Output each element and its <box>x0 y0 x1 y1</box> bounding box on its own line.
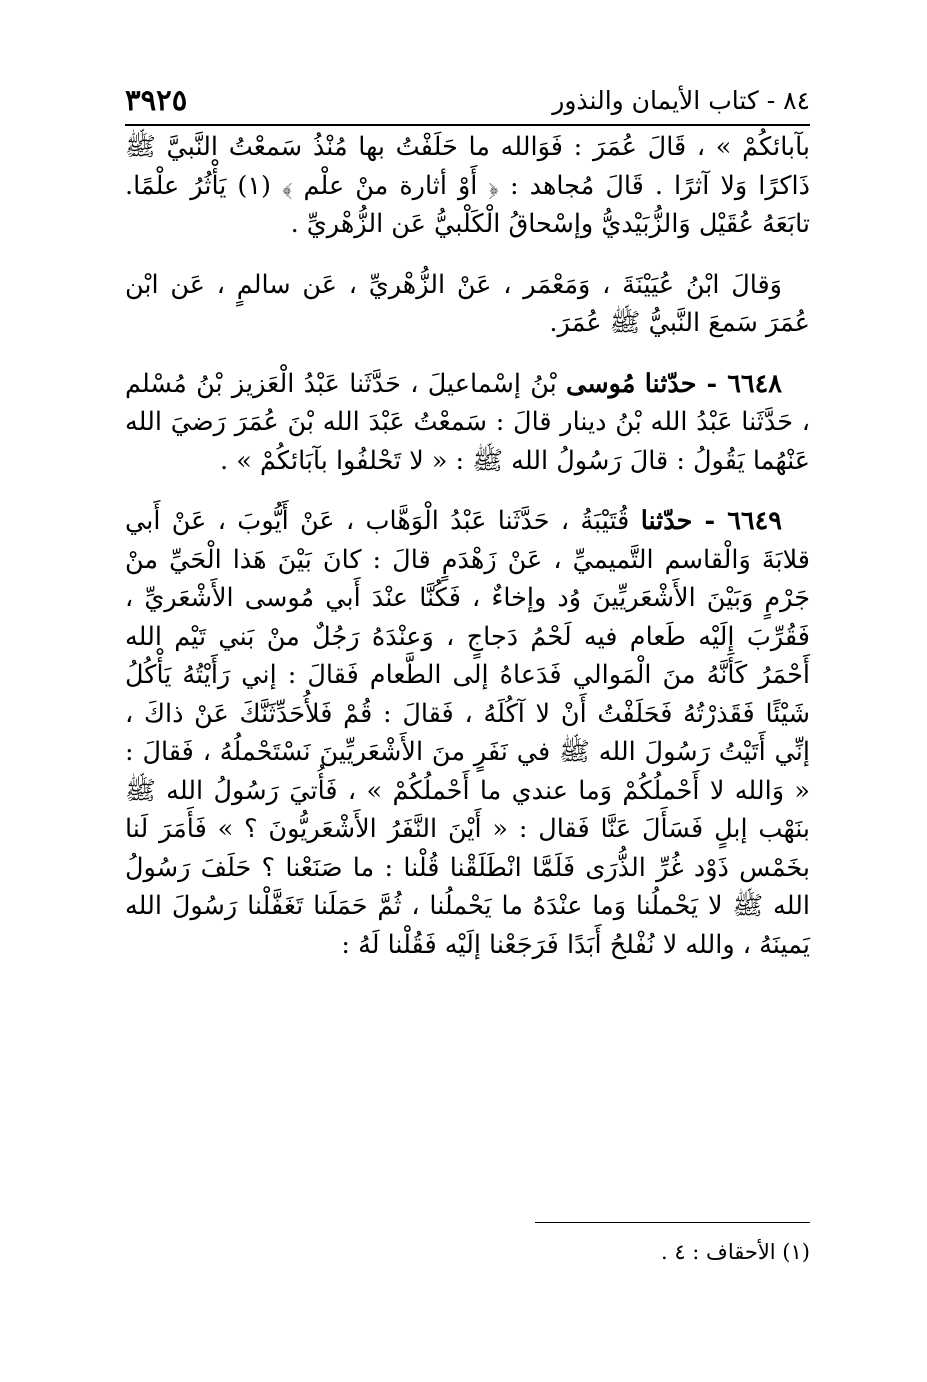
chapter-title: ٨٤ - كتاب الأيمان والنذور <box>552 85 810 115</box>
footnote: (١) الأحقاف : ٤ . <box>660 1240 810 1264</box>
footnote-divider <box>535 1222 810 1223</box>
header-divider <box>125 124 810 126</box>
hadith-6648 <box>125 365 810 481</box>
hadith-text: قُتَيْبَةُ ، حَدَّثَنا عَبْدُ الْوَهَّاب ، عَنْ أَيُّوبَ ، عَنْ أَبي قلابَةَ وَالْقاسم التَّميميِّ ، عَنْ زَهْدَمٍ قالَ : كانَ بَيْنَ هَذا الْحَيِّ منْ جَرْمٍ وَبَيْنَ الأَشْعَريِّينَ وُد وإخاءٌ ، فَكُنَّا عنْدَ أَبي مُوسى الأَشْعَريِّ ، فَقُرِّبَ إلَيْه طَعام فيه لَحْمُ دَجاجٍ ، وَعنْدَهُ رَجُلٌ منْ بَني تَيْم الله أَحْمَرُ كَأَنَّهُ منَ الْمَوالي فَدَعاهُ إلى الطَّعام فَقالَ : إني رَأَيْتُهُ يَأْكُلُ شَيْئًا فَقَذرْتُهُ فَحَلَفْتُ أَنْ لا آكُلَهُ ، فَقالَ : قُمْ فَلأُحَدِّثَنَّكَ عَنْ ذاكَ ، إنِّي أَتَيْتُ رَسُولَ الله ﷺ في نَفَرٍ منَ الأَشْعَريِّينَ نَسْتَحْملُهُ ، فَقالَ : « وَالله لا أَحْملُكُمْ وَما عندي ما أَحْملُكُمْ » ، فَأُتيَ رَسُولُ الله ﷺ بنَهْب إبلٍ فَسَأَلَ عَنَّا فَقال : « أَيْنَ النَّفَرُ الأَشْعَريُّونَ ؟ » فَأَمَرَ لَنا بخَمْس ذَوْد غُرِّ الذُّرَى فَلَمَّا انْطَلَقْنا قُلْنا : ما صَنَعْنا ؟ حَلَفَ رَسُولُ الله ﷺ لا يَحْملُنا وَما عنْدَهُ ما يَحْملُنا ، ثُمَّ حَمَلَنا تَغَفَّلْنا رَسُولَ الله يَمينَهُ ، والله لا نُفْلحُ أَبَدًا فَرَجَعْنا إلَيْه فَقُلْنا لَهُ : <box>125 506 810 960</box>
narrator-name: مُوسى <box>566 368 636 399</box>
running-header <box>125 80 810 120</box>
hadith-number: ٦٦٤٩ - حدّثنا <box>640 506 782 536</box>
main-text <box>125 128 810 964</box>
hadith-text: بْنُ إسْماعيلَ ، حَدَّثَنا عَبْدُ الْعَزيز بْنُ مُسْلم ، حَدَّثَنا عَبْدُ الله بْنُ دينار قالَ : سَمعْتُ عَبْدَ الله بْنَ عُمَرَ رَضيَ الله عَنْهُما يَقُولُ : قالَ رَسُولُ الله ﷺ : « لا تَحْلفُوا بآبَائكُمْ » . <box>125 368 810 476</box>
paragraph-ibn-uyaynah <box>125 266 810 343</box>
page-number: ٣٩٢٥ <box>125 83 188 117</box>
hadith-6649 <box>125 502 810 964</box>
paragraph-text: بآبائكُمْ » ، قَالَ عُمَرَ : فَوَالله ما حَلَفْتُ بها مُنْذُ سَمعْتُ النَّبيَّ ﷺ ذَاكرًا وَلا آثرًا . قَالَ مُجاهد : ﴿ أَوْ أثارة منْ علْم ﴾ (١) يَأْثُرُ علْمًا. تابَعَهُ عُقَيْل وَالزُّبَيْديُّ وإسْحاقُ الْكَلْبيُّ عَن الزُّهْريِّ . <box>125 132 810 239</box>
hadith-number: ٦٦٤٨ - حدّثنا <box>644 368 782 399</box>
paragraph-continuation <box>125 128 810 244</box>
paragraph-text: وَقالَ ابْنُ عُيَيْنَةَ ، وَمَعْمَر ، عَنْ الزُّهْريِّ ، عَن سالمٍ ، عَن ابْن عُمَرَ سَمعَ النَّبيُّ ﷺ عُمَرَ. <box>125 269 810 338</box>
